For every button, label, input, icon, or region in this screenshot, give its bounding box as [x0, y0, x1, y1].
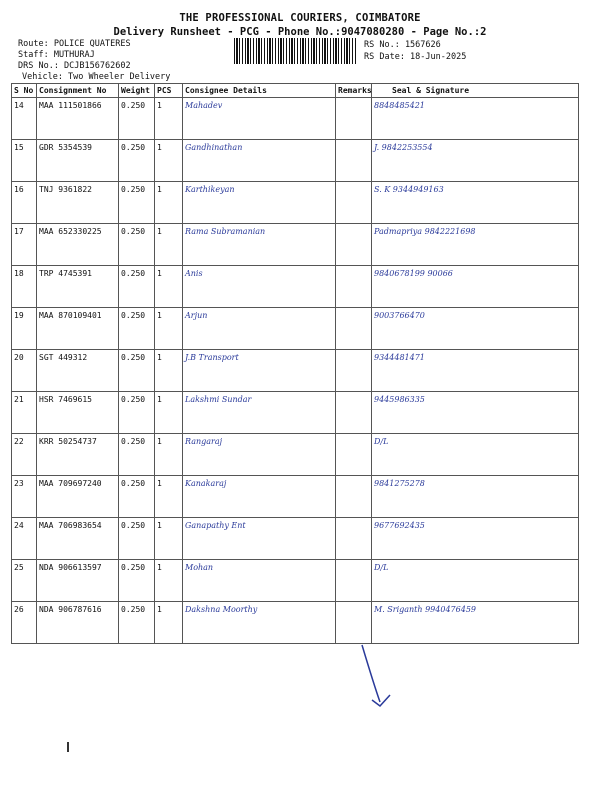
row-pcs: 1	[155, 560, 183, 602]
row-weight: 0.250	[119, 350, 155, 392]
row-signature: 8848485421	[372, 98, 579, 140]
pen-signature-mark	[350, 640, 410, 720]
row-remarks	[336, 518, 372, 560]
row-weight: 0.250	[119, 560, 155, 602]
row-pcs: 1	[155, 476, 183, 518]
row-consignee: Gandhinathan	[183, 140, 336, 182]
route-label: Route: POLICE QUATERES	[18, 39, 131, 49]
row-consignment: GDR 5354539	[37, 140, 119, 182]
row-consignment: MAA 111501866	[37, 98, 119, 140]
staff-label: Staff: MUTHURAJ	[18, 50, 95, 60]
row-signature: D/L	[372, 560, 579, 602]
row-signature: 9677692435	[372, 518, 579, 560]
row-remarks	[336, 182, 372, 224]
row-signature: 9841275278	[372, 476, 579, 518]
row-remarks	[336, 476, 372, 518]
row-signature: S. K 9344949163	[372, 182, 579, 224]
row-sno: 23	[12, 476, 37, 518]
drs-number: DRS No.: DCJB156762602	[18, 61, 131, 71]
table-row	[12, 98, 579, 140]
row-weight: 0.250	[119, 476, 155, 518]
row-signature: Padmapriya 9842221698	[372, 224, 579, 266]
table-row	[12, 434, 579, 476]
row-pcs: 1	[155, 98, 183, 140]
vehicle-label: Vehicle: Two Wheeler Delivery	[22, 72, 171, 82]
row-pcs: 1	[155, 602, 183, 644]
row-remarks	[336, 224, 372, 266]
row-weight: 0.250	[119, 266, 155, 308]
row-weight: 0.250	[119, 518, 155, 560]
row-weight: 0.250	[119, 98, 155, 140]
col-header-signature: Seal & Signature	[372, 84, 579, 98]
row-consignment: MAA 870109401	[37, 308, 119, 350]
row-remarks	[336, 560, 372, 602]
row-signature: 9445986335	[372, 392, 579, 434]
row-consignee: Kanakaraj	[183, 476, 336, 518]
row-consignment: KRR 50254737	[37, 434, 119, 476]
row-pcs: 1	[155, 140, 183, 182]
runsheet-subtitle: Delivery Runsheet - PCG - Phone No.:9047080280 - Page No.:2	[113, 26, 487, 38]
row-consignee: Karthikeyan	[183, 182, 336, 224]
row-consignee: Mahadev	[183, 98, 336, 140]
col-header-sno: S No	[12, 84, 37, 98]
col-header-consignment: Consignment No	[37, 84, 119, 98]
rs-number: RS No.: 1567626	[364, 40, 441, 50]
row-pcs: 1	[155, 518, 183, 560]
row-sno: 21	[12, 392, 37, 434]
row-sno: 26	[12, 602, 37, 644]
table-row	[12, 224, 579, 266]
row-sno: 14	[12, 98, 37, 140]
row-sno: 16	[12, 182, 37, 224]
table-row	[12, 182, 579, 224]
table-row	[12, 518, 579, 560]
row-weight: 0.250	[119, 602, 155, 644]
row-signature: M. Sriganth 9940476459	[372, 602, 579, 644]
table-row	[12, 560, 579, 602]
row-consignee: Arjun	[183, 308, 336, 350]
row-pcs: 1	[155, 224, 183, 266]
table-row	[12, 266, 579, 308]
row-consignee: Mohan	[183, 560, 336, 602]
row-signature: 9344481471	[372, 350, 579, 392]
row-sno: 25	[12, 560, 37, 602]
row-sno: 20	[12, 350, 37, 392]
row-consignment: HSR 7469615	[37, 392, 119, 434]
row-consignment: SGT 449312	[37, 350, 119, 392]
row-weight: 0.250	[119, 224, 155, 266]
col-header-consignee: Consignee Details	[183, 84, 336, 98]
row-weight: 0.250	[119, 308, 155, 350]
row-remarks	[336, 308, 372, 350]
row-signature: J. 9842253554	[372, 140, 579, 182]
row-consignment: TNJ 9361822	[37, 182, 119, 224]
row-signature: 9003766470	[372, 308, 579, 350]
row-consignment: NDA 906613597	[37, 560, 119, 602]
row-pcs: 1	[155, 182, 183, 224]
page-mark	[67, 742, 69, 752]
row-remarks	[336, 266, 372, 308]
row-remarks	[336, 98, 372, 140]
table-row	[12, 602, 579, 644]
row-signature: 9840678199 90066	[372, 266, 579, 308]
row-weight: 0.250	[119, 182, 155, 224]
row-consignee: Anis	[183, 266, 336, 308]
row-consignee: J.B Transport	[183, 350, 336, 392]
row-sno: 22	[12, 434, 37, 476]
table-row	[12, 308, 579, 350]
table-row	[12, 350, 579, 392]
row-weight: 0.250	[119, 140, 155, 182]
col-header-weight: Weight	[119, 84, 155, 98]
row-remarks	[336, 602, 372, 644]
row-consignment: MAA 709697240	[37, 476, 119, 518]
table-header-row	[12, 84, 579, 98]
row-sno: 24	[12, 518, 37, 560]
row-pcs: 1	[155, 350, 183, 392]
row-consignee: Rangaraj	[183, 434, 336, 476]
row-signature: D/L	[372, 434, 579, 476]
row-remarks	[336, 350, 372, 392]
row-consignment: MAA 652330225	[37, 224, 119, 266]
table-row	[12, 476, 579, 518]
row-remarks	[336, 140, 372, 182]
row-pcs: 1	[155, 434, 183, 476]
table-row	[12, 140, 579, 182]
row-consignment: TRP 4745391	[37, 266, 119, 308]
row-consignee: Lakshmi Sundar	[183, 392, 336, 434]
row-weight: 0.250	[119, 392, 155, 434]
row-consignee: Dakshna Moorthy	[183, 602, 336, 644]
row-remarks	[336, 434, 372, 476]
table-row	[12, 392, 579, 434]
row-consignee: Ganapathy Ent	[183, 518, 336, 560]
row-consignee: Rama Subramanian	[183, 224, 336, 266]
row-pcs: 1	[155, 392, 183, 434]
company-title: THE PROFESSIONAL COURIERS, COIMBATORE	[179, 12, 421, 24]
row-sno: 15	[12, 140, 37, 182]
row-sno: 19	[12, 308, 37, 350]
row-consignment: MAA 706983654	[37, 518, 119, 560]
barcode	[234, 38, 356, 64]
rs-date: RS Date: 18-Jun-2025	[364, 52, 467, 62]
col-header-pcs: PCS	[155, 84, 183, 98]
runsheet-table	[11, 83, 579, 644]
row-pcs: 1	[155, 266, 183, 308]
row-sno: 18	[12, 266, 37, 308]
row-remarks	[336, 392, 372, 434]
row-sno: 17	[12, 224, 37, 266]
row-weight: 0.250	[119, 434, 155, 476]
row-consignment: NDA 906787616	[37, 602, 119, 644]
row-pcs: 1	[155, 308, 183, 350]
col-header-remarks: Remarks	[336, 84, 372, 98]
